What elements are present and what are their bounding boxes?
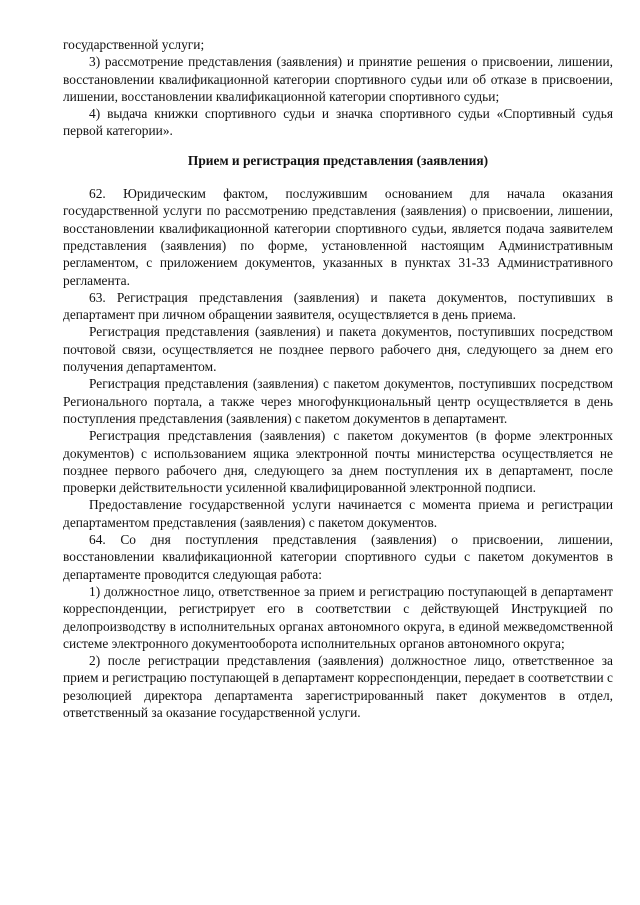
- list-item-4: 4) выдача книжки спортивного судьи и значка спортивного судьи «Спортивный судья первой категории».: [63, 106, 613, 139]
- section-heading: Прием и регистрация представления (заявления): [187, 152, 489, 168]
- paragraph-service-start: Предоставление государственной услуги начинается с момента приема и регистрации департаментом представления (заявления) с пакетом документов.: [63, 497, 613, 530]
- paragraph-62: 62. Юридическим фактом, послужившим основанием для начала оказания государственной услуги по рассмотрению представления (заявления) о присвоении, лишении, восстановлении квалификационной категории спортивного судьи, является подача заявителем представления (заявления) по форме, установленной настоящим Административным регламентом, с приложением документов, указанных в пунктах 31-33 Административного регламента.: [63, 186, 613, 288]
- paragraph-portal-registration: Регистрация представления (заявления) с пакетом документов, поступивших посредством Регионального портала, а также через многофункциональный центр осуществляется в день поступления представления (заявления) с пакетом документов в департамент.: [63, 376, 613, 426]
- paragraph-continuation: государственной услуги;: [63, 37, 205, 52]
- document-page: [63, 36, 613, 721]
- list-item-64-1: 1) должностное лицо, ответственное за прием и регистрацию поступающей в департамент корреспонденции, регистрирует его в соответствии с действующей Инструкцией по делопроизводству в исполнительных органах автономного округа, в единой межведомственной системе электронного документооборота исполнительных органов автономного округа;: [63, 583, 613, 651]
- list-item-3: 3) рассмотрение представления (заявления) и принятие решения о присвоении, лишении, восстановлении квалификационной категории спортивного судьи или об отказе в присвоении, лишении, восстановлении квалификационной категории спортивного судьи;: [63, 54, 613, 104]
- list-item-64-2: 2) после регистрации представления (заявления) должностное лицо, ответственное за прием и регистрацию поступающей в департамент корреспонденции, передает в соответствии с резолюцией директора департамента зарегистрированный пакет документов в отдел, ответственный за оказание государственной услуги.: [63, 653, 613, 720]
- paragraph-postal-registration: Регистрация представления (заявления) и пакета документов, поступивших посредством почтовой связи, осуществляется не позднее первого рабочего дня, следующего за днем его получения департаментом.: [63, 324, 613, 375]
- paragraph-64: 64. Со дня поступления представления (заявления) о присвоении, лишении, восстановлении квалификационной категории спортивного судьи с пакетом документов в департаменте проводится следующая работа:: [63, 532, 613, 582]
- paragraph-63: 63. Регистрация представления (заявления) и пакета документов, поступивших в департамент при личном обращении заявителя, осуществляется в день приема.: [63, 289, 613, 323]
- paragraph-email-registration: Регистрация представления (заявления) с пакетом документов (в форме электронных документов) с использованием ящика электронной почты министерства осуществляется не позднее первого рабочего дня, следующего за днем поступления их в департамент, после проверки действительности усиленной квалифицированной электронной подписи.: [63, 428, 613, 496]
